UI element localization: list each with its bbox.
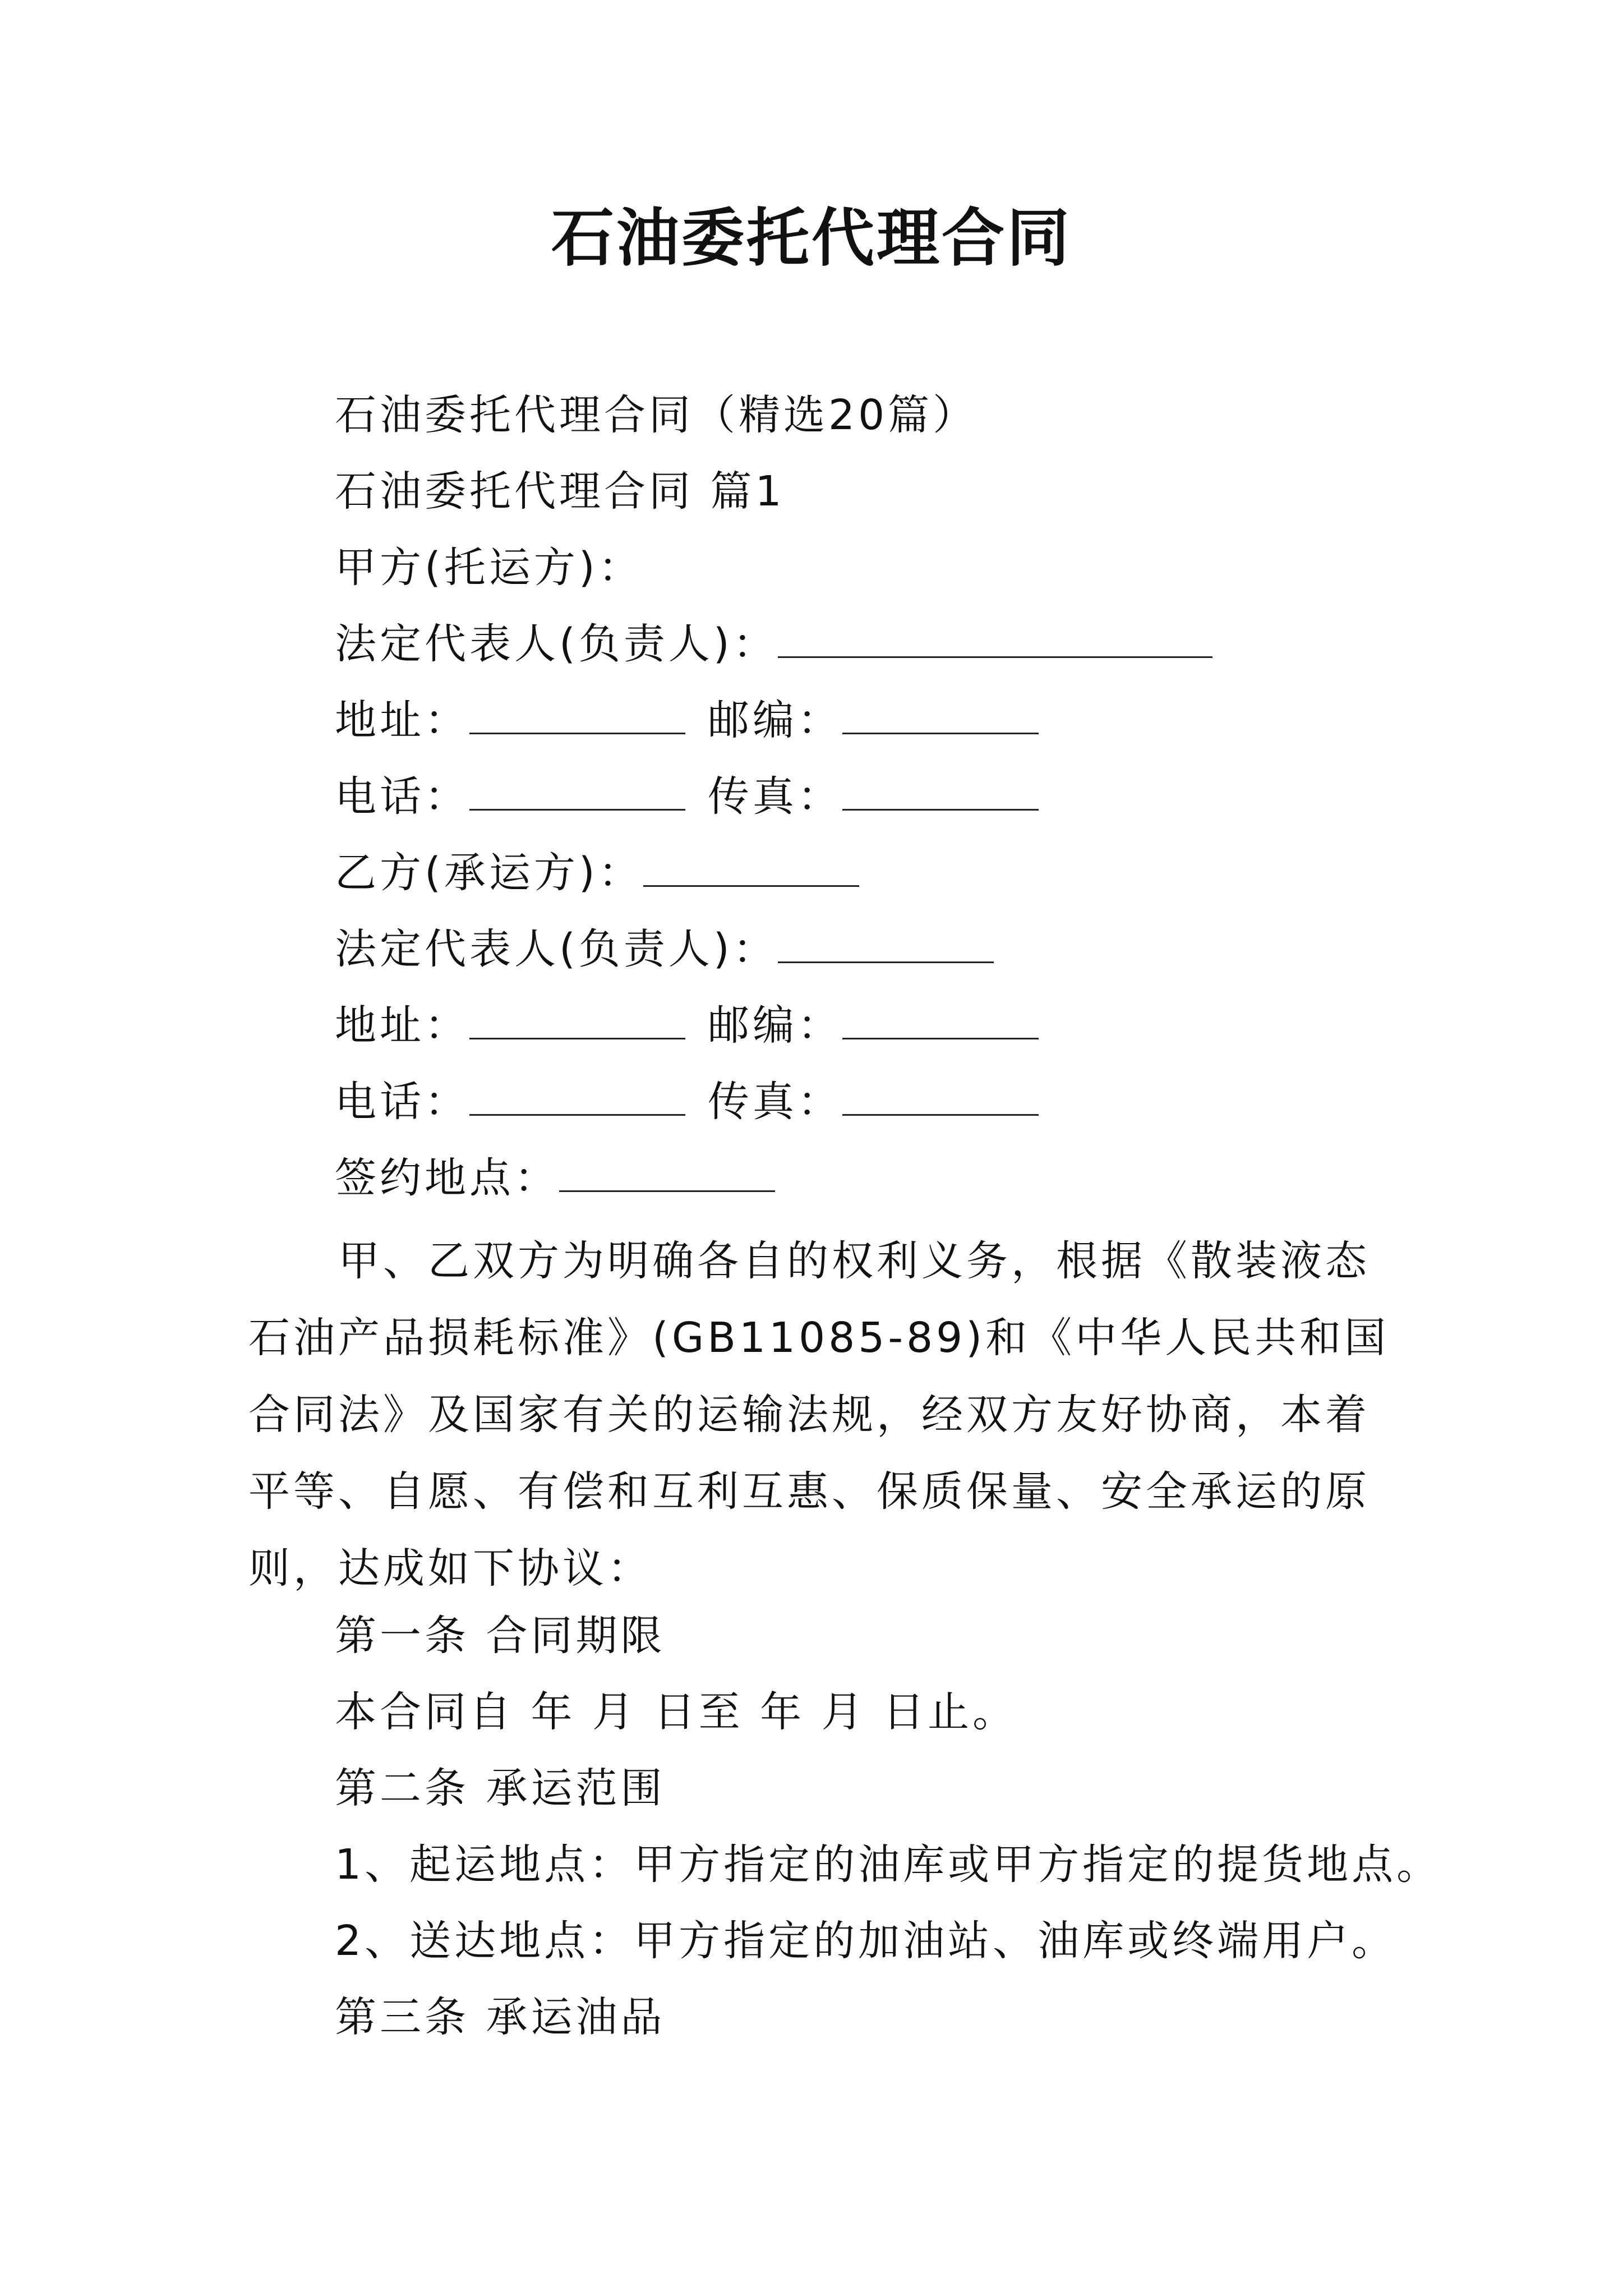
intro-paragraph: 甲、乙双方为明确各自的权利义务，根据《散装液态石油产品损耗标准》(GB11085-89)和《中华人民共和国合同法》及国家有关的运输法规，经双方友好协商，本着平等、自愿、有偿和互利互惠、保质保量、安全承运的原则，达成如下协议： — [248, 1237, 1390, 1593]
article1-title: 第一条 合同期限 — [335, 1612, 666, 1660]
party-a-address-row — [335, 692, 1061, 748]
party-b-address-row — [335, 997, 1061, 1053]
party-b-phone-row — [335, 1074, 1061, 1130]
party-b-row — [335, 845, 882, 901]
signing-place-field[interactable] — [559, 1151, 775, 1192]
article3-title: 第三条 承运油品 — [335, 1993, 666, 2041]
party-a-postcode-field[interactable] — [842, 693, 1039, 734]
party-b-address-label: 地址： — [335, 1001, 469, 1050]
signing-place-label: 签约地点： — [335, 1154, 559, 1202]
party-b-name-field[interactable] — [643, 846, 859, 887]
party-b-address-field[interactable] — [469, 999, 685, 1039]
party-a-address-field[interactable] — [469, 693, 685, 734]
party-a-phone-row — [335, 769, 1061, 825]
party-a-rep-field[interactable] — [778, 617, 1212, 658]
section-heading: 石油委托代理合同 篇1 — [335, 467, 785, 516]
party-b-label: 乙方(承运方)： — [335, 849, 643, 897]
party-b-postcode-field[interactable] — [842, 999, 1039, 1039]
party-b-fax-field[interactable] — [842, 1075, 1039, 1116]
party-a-fax-field[interactable] — [842, 770, 1039, 811]
article1-body: 本合同自 年 月 日至 年 月 日止。 — [335, 1688, 1018, 1736]
signing-place-row — [335, 1150, 797, 1206]
party-b-phone-label: 电话： — [335, 1078, 469, 1126]
party-b-rep-field[interactable] — [778, 922, 994, 963]
party-b-phone-field[interactable] — [469, 1075, 685, 1116]
party-a-phone-field[interactable] — [469, 770, 685, 811]
article2-item1: 1、起运地点：甲方指定的油库或甲方指定的提货地点。 — [335, 1841, 1442, 1889]
party-a-phone-label: 电话： — [335, 772, 469, 821]
document-title: 石油委托代理合同 — [551, 201, 1072, 275]
party-b-rep-label: 法定代表人(负责人)： — [335, 925, 778, 973]
party-a-postcode-label: 邮编： — [708, 696, 842, 744]
party-a-rep-label: 法定代表人(负责人)： — [335, 620, 778, 668]
document-subtitle: 石油委托代理合同（精选20篇） — [335, 391, 978, 439]
party-b-fax-label: 传真： — [708, 1078, 842, 1126]
article2-item2: 2、送达地点：甲方指定的加油站、油库或终端用户。 — [335, 1917, 1397, 1965]
article2-title: 第二条 承运范围 — [335, 1764, 666, 1812]
party-b-postcode-label: 邮编： — [708, 1001, 842, 1050]
party-a-address-label: 地址： — [335, 696, 469, 744]
party-a-rep-row — [335, 616, 1235, 672]
party-b-rep-row — [335, 921, 1016, 977]
party-a-label: 甲方(托运方)： — [335, 544, 643, 592]
party-a-fax-label: 传真： — [708, 772, 842, 821]
